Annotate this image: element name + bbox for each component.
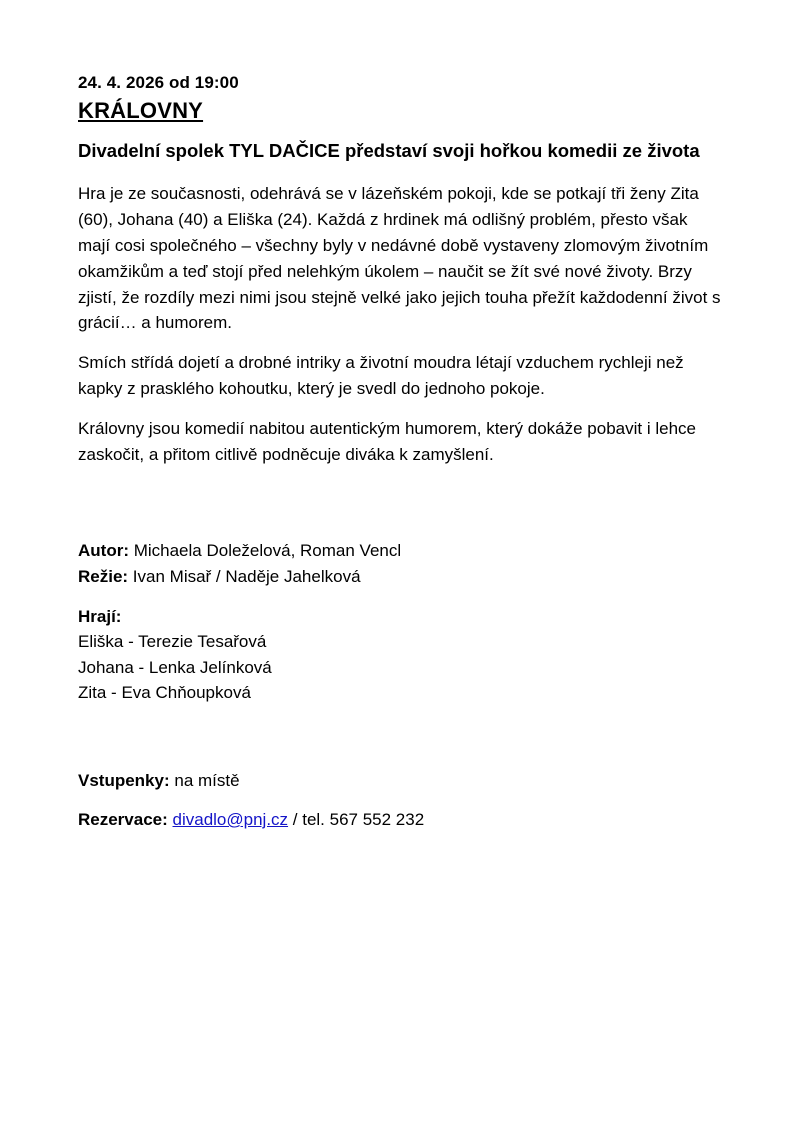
tickets-value: na místě <box>169 770 240 790</box>
tickets-row <box>78 768 722 794</box>
tickets-label: Vstupenky: <box>78 770 170 790</box>
cast-member-3: Zita - Eva Chňoupková <box>78 683 251 703</box>
body-paragraph-3: Královny jsou komedií nabitou autentickým humorem, který dokáže pobavit i lehce zaskočit, a přitom citlivě podněcuje diváka k zamyšlení. <box>78 418 696 464</box>
event-date: 24. 4. 2026 od 19:00 <box>78 73 239 92</box>
author-value: Michaela Doleželová, Roman Vencl <box>128 540 402 560</box>
cast-member-2: Johana - Lenka Jelínková <box>78 657 272 677</box>
credit-director <box>78 564 722 590</box>
page-title: KRÁLOVNY <box>78 97 204 123</box>
credit-author <box>78 538 722 564</box>
reservation-row <box>78 807 722 833</box>
author-label: Autor: <box>78 540 129 560</box>
body-paragraph-2: Smích střídá dojetí a drobné intriky a životní moudra létají vzduchem rychleji než kapky z prasklého kohoutku, který je svedl do jednoho pokoje. <box>78 353 684 399</box>
reservation-phone: / tel. 567 552 232 <box>288 810 425 830</box>
page-subtitle: Divadelní spolek TYL DAČICE představí svoji hořkou komedii ze života <box>78 140 700 162</box>
credits-block <box>78 538 722 590</box>
reservation-email-link[interactable]: divadlo@pnj.cz <box>172 810 289 830</box>
reservation-label: Rezervace: <box>78 810 168 830</box>
spacer <box>78 482 722 538</box>
spacer-2 <box>78 706 722 768</box>
cast-label: Hrají: <box>78 606 122 626</box>
body-paragraph-1: Hra je ze současnosti, odehrává se v lázeňském pokoji, kde se potkají tři ženy Zita (60), Johana (40) a Eliška (24). Každá z hrdinek má odlišný problém, přesto však mají cosi společného – všechny byly v nedávné době vystaveny zlomovým životním okamžikům a teď stojí před nelehkým úkolem – naučit se žít své nové životy. Brzy zjistí, že rozdíly mezi nimi jsou stejně velké jako jejich touha přežít každodenní život s grácií… a humorem. <box>78 184 721 333</box>
cast-member-1: Eliška - Terezie Tesařová <box>78 632 267 652</box>
director-label: Režie: <box>78 567 129 587</box>
director-value: Ivan Misař / Naděje Jahelková <box>128 567 361 587</box>
